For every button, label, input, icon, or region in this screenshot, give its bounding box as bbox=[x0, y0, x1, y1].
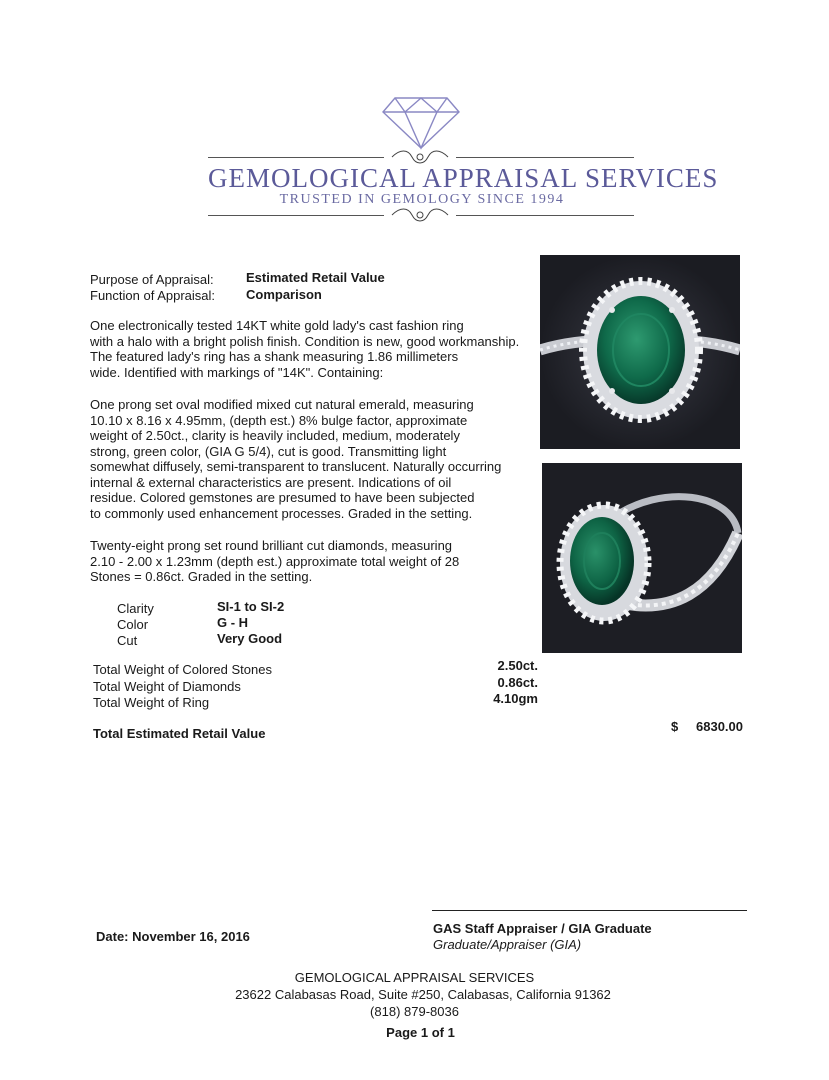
footer-company: GEMOLOGICAL APPRAISAL SERVICES bbox=[294, 970, 535, 985]
currency-symbol: $ bbox=[671, 719, 679, 734]
flourish-bottom-icon bbox=[390, 207, 450, 223]
total-diamonds-label: Total Weight of Diamonds bbox=[93, 679, 241, 694]
total-ring-label: Total Weight of Ring bbox=[93, 695, 210, 710]
diamond-description bbox=[90, 538, 459, 585]
ring-photo-front bbox=[540, 255, 740, 449]
description-line: residue. Colored gemstones are presumed to have been subjected bbox=[90, 490, 475, 505]
footer-phone: (818) 879-8036 bbox=[370, 1004, 459, 1019]
ring-front-image bbox=[540, 255, 740, 449]
header-rule-top-left bbox=[208, 157, 384, 158]
description-line: One electronically tested 14KT white gold lady's cast fashion ring bbox=[90, 318, 464, 333]
retail-value-amount: 6830.00 bbox=[696, 719, 743, 734]
appraiser-title: GAS Staff Appraiser / GIA Graduate bbox=[433, 921, 652, 936]
description-line: One prong set oval modified mixed cut natural emerald, measuring bbox=[90, 397, 474, 412]
header-rule-top-right bbox=[456, 157, 634, 158]
footer-address: 23622 Calabasas Road, Suite #250, Calabasas, California 91362 bbox=[235, 987, 611, 1002]
description-line: Twenty-eight prong set round brilliant cut diamonds, measuring bbox=[90, 538, 453, 553]
function-value: Comparison bbox=[246, 287, 322, 302]
description-line: internal & external characteristics are present. Indications of oil bbox=[90, 474, 452, 490]
total-colored-label: Total Weight of Colored Stones bbox=[93, 662, 272, 677]
ring-description bbox=[90, 318, 519, 380]
emerald-description bbox=[90, 397, 501, 521]
company-tagline: TRUSTED IN GEMOLOGY SINCE 1994 bbox=[279, 192, 565, 207]
ring-side-image bbox=[542, 463, 742, 653]
header-rule-bottom-right bbox=[456, 215, 634, 216]
cut-label: Cut bbox=[117, 633, 138, 648]
header-rule-bottom-left bbox=[208, 215, 384, 216]
page-number: Page 1 of 1 bbox=[386, 1025, 455, 1040]
total-ring-value: 4.10gm bbox=[493, 691, 538, 706]
description-line: wide. Identified with markings of "14K". Containing: bbox=[90, 364, 384, 380]
signature-line bbox=[432, 910, 747, 911]
appraisal-date: Date: November 16, 2016 bbox=[96, 929, 250, 944]
clarity-label: Clarity bbox=[117, 601, 154, 616]
ring-photo-side bbox=[542, 463, 742, 653]
purpose-value: Estimated Retail Value bbox=[246, 270, 385, 285]
company-title: GEMOLOGICAL APPRAISAL SERVICES bbox=[208, 163, 719, 193]
description-line: with a halo with a bright polish finish. Condition is new, good workmanship. bbox=[90, 333, 520, 349]
clarity-value: SI-1 to SI-2 bbox=[217, 599, 285, 614]
retail-value-label: Total Estimated Retail Value bbox=[93, 726, 266, 741]
description-line: Stones = 0.86ct. Graded in the setting. bbox=[90, 569, 313, 584]
description-line: 10.10 x 8.16 x 4.95mm, (depth est.) 8% bulge factor, approximate bbox=[90, 412, 468, 428]
total-colored-value: 2.50ct. bbox=[497, 658, 538, 673]
description-line: The featured lady's ring has a shank measuring 1.86 millimeters bbox=[90, 349, 459, 364]
appraiser-subtitle: Graduate/Appraiser (GIA) bbox=[433, 937, 582, 952]
description-line: weight of 2.50ct., clarity is heavily included, medium, moderately bbox=[90, 428, 460, 443]
diamond-logo-icon bbox=[381, 92, 461, 152]
description-line: to commonly used enhancement processes. Graded in the setting. bbox=[90, 505, 473, 521]
description-line: 2.10 - 2.00 x 1.23mm (depth est.) approximate total weight of 28 bbox=[90, 553, 460, 569]
color-value: G - H bbox=[217, 615, 249, 630]
cut-value: Very Good bbox=[217, 631, 283, 646]
function-label: Function of Appraisal: bbox=[90, 288, 216, 303]
color-label: Color bbox=[117, 617, 149, 632]
purpose-label: Purpose of Appraisal: bbox=[90, 272, 214, 287]
description-line: strong, green color, (GIA G 5/4), cut is good. Transmitting light bbox=[90, 443, 447, 459]
description-line: somewhat diffusely, semi-transparent to translucent. Naturally occurring bbox=[90, 459, 502, 474]
total-diamonds-value: 0.86ct. bbox=[497, 675, 538, 690]
